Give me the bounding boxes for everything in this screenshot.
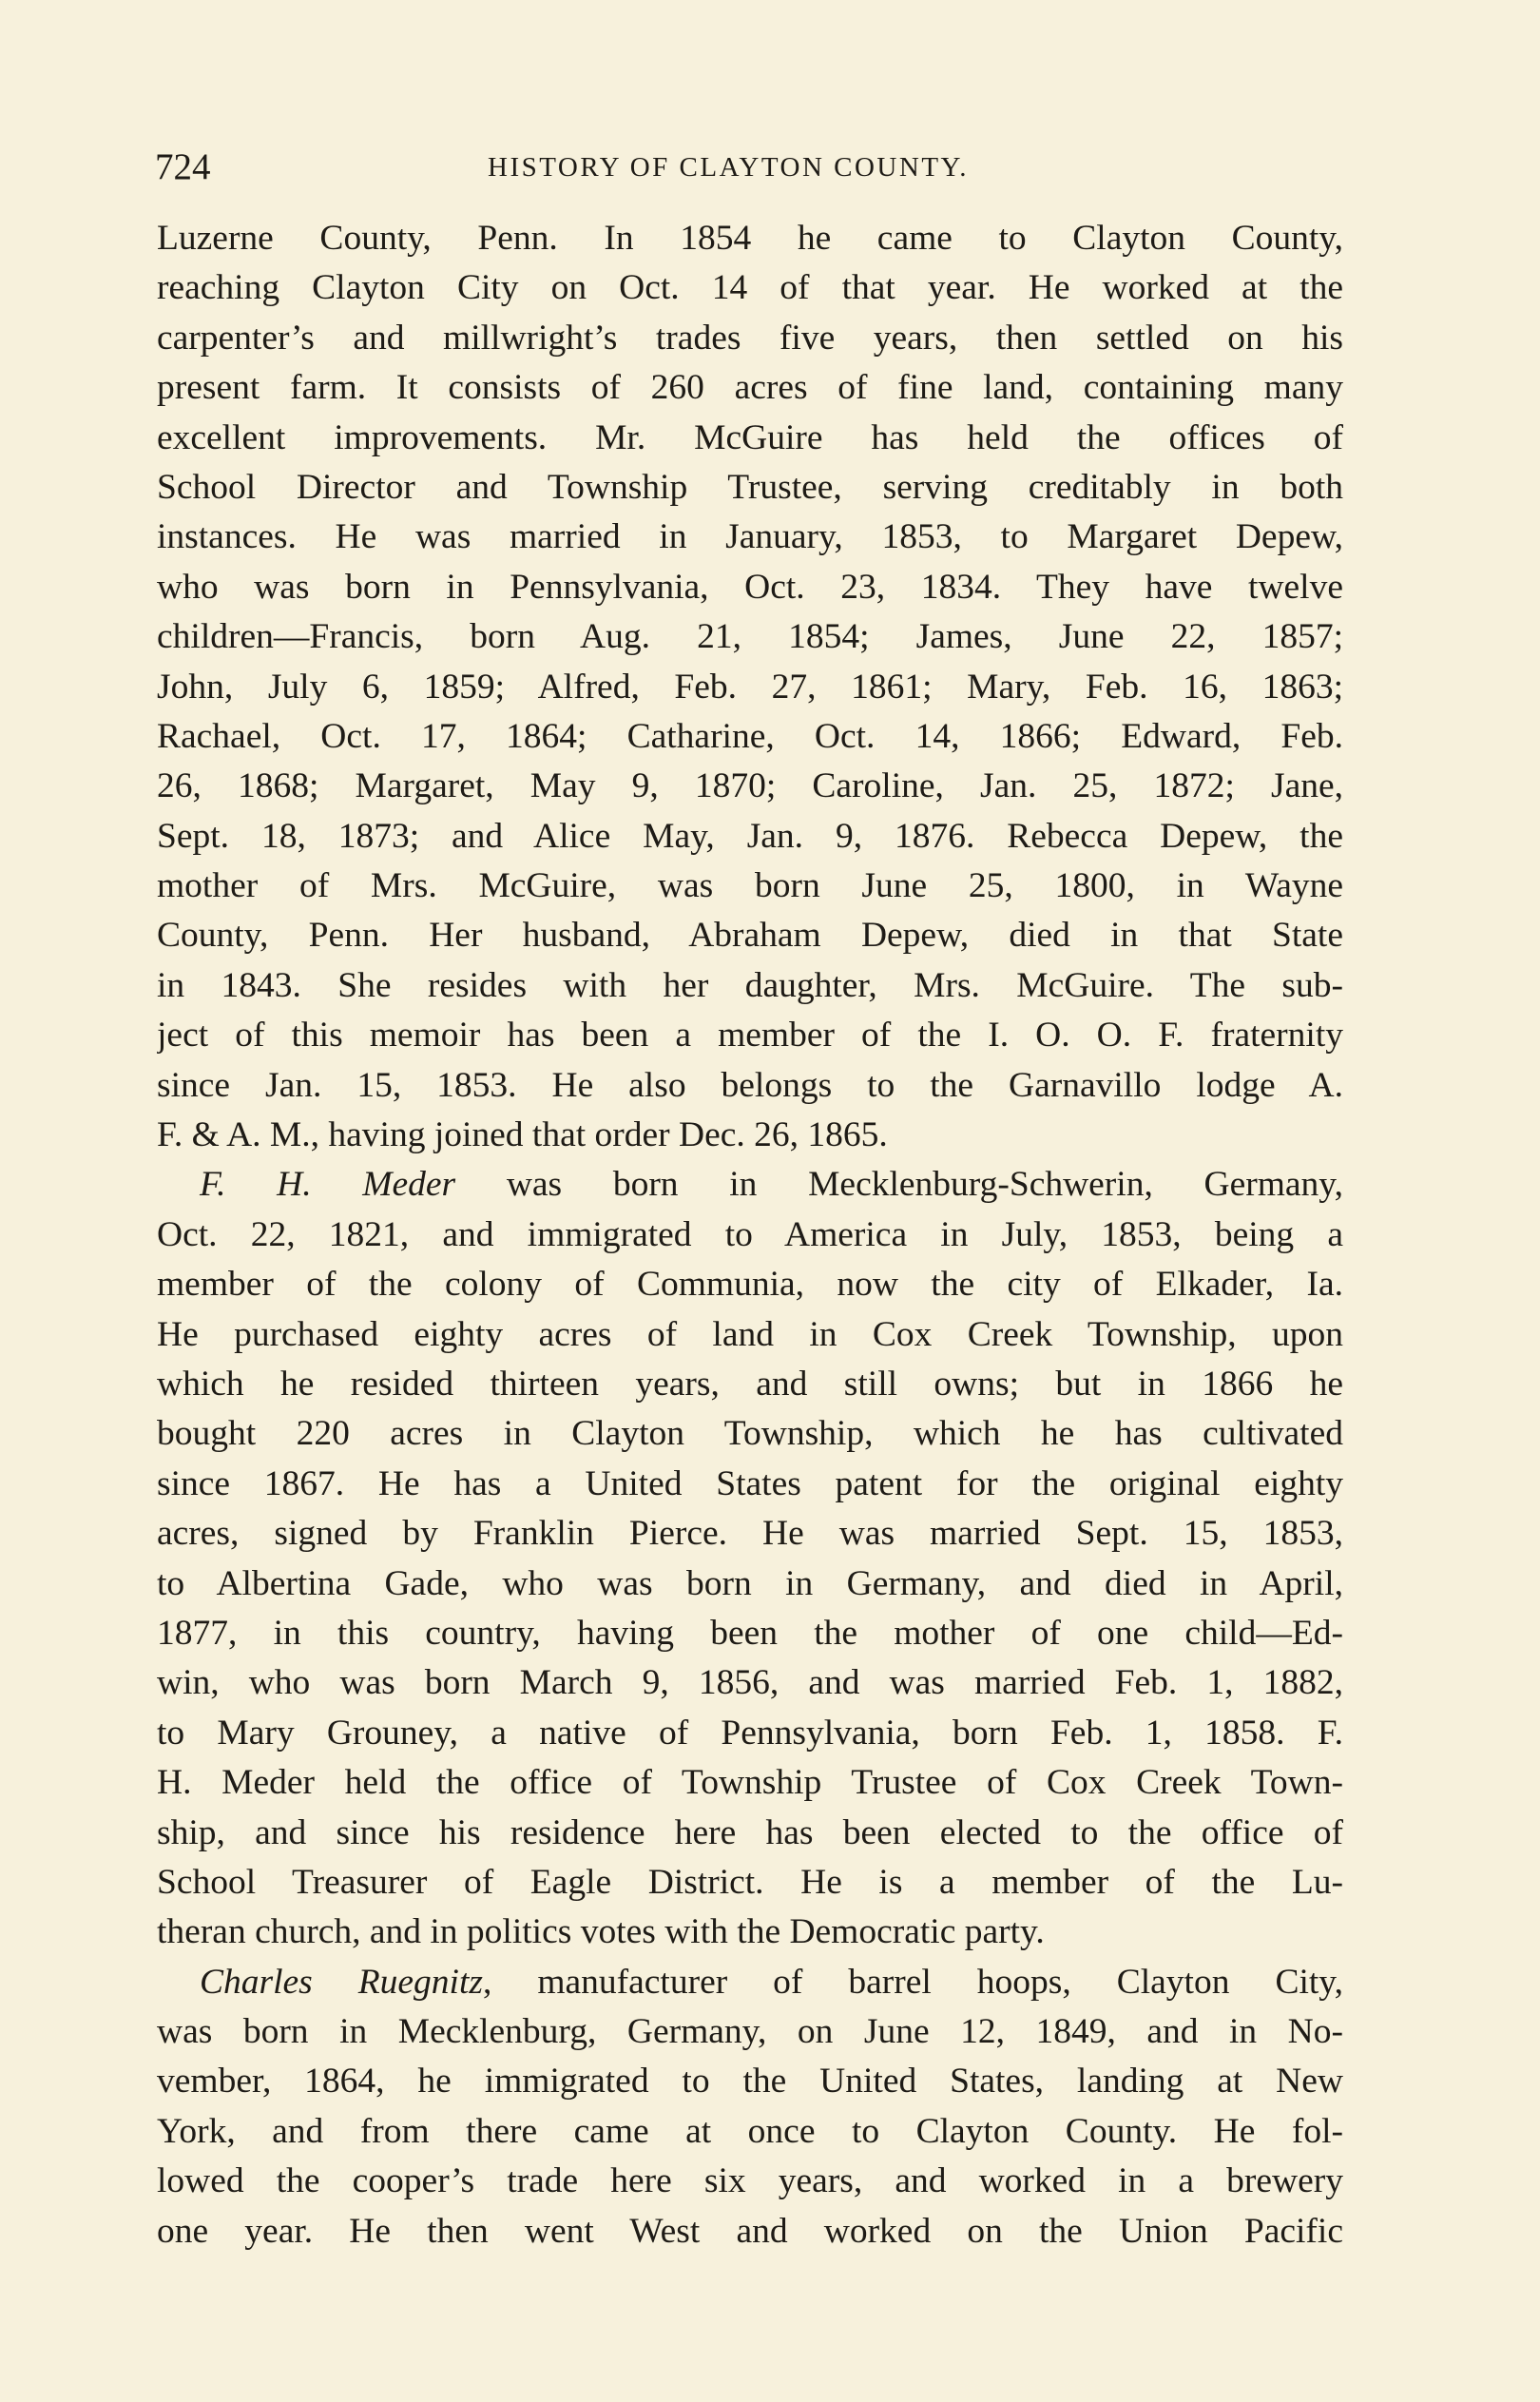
text-line: carpenter’s and millwright’s trades five years, then settled on his	[157, 318, 1343, 358]
text-line: Sept. 18, 1873; and Alice May, Jan. 9, 1876. Rebecca Depew, the	[157, 816, 1343, 856]
text-line: vember, 1864, he immigrated to the United States, landing at New	[157, 2062, 1343, 2102]
running-title: HISTORY OF CLAYTON COUNTY.	[488, 152, 969, 183]
text-line: was born in Mecklenburg, Germany, on June 12, 1849, and in No-	[157, 2012, 1343, 2052]
text-line: theran church, and in politics votes with the Democratic party.	[157, 1912, 1045, 1952]
text-line: children—Francis, born Aug. 21, 1854; James, June 22, 1857;	[157, 617, 1343, 657]
text-line: one year. He then went West and worked on the Union Pacific	[157, 2211, 1343, 2251]
text-line: John, July 6, 1859; Alfred, Feb. 27, 1861; Mary, Feb. 16, 1863;	[157, 667, 1343, 707]
text-line: since Jan. 15, 1853. He also belongs to the Garnavillo lodge A.	[157, 1065, 1343, 1105]
text-line: to Albertina Gade, who was born in Germany, and died in April,	[157, 1563, 1343, 1603]
biography-name: Charles Ruegnitz	[200, 1962, 483, 2002]
text-line-remainder: , manufacturer of barrel hoops, Clayton City,	[482, 1962, 1343, 2002]
text-line: Rachael, Oct. 17, 1864; Catharine, Oct. 14, 1866; Edward, Feb.	[157, 716, 1343, 756]
text-line: ship, and since his residence here has been elected to the office of	[157, 1812, 1343, 1852]
text-line: member of the colony of Communia, now the city of Elkader, Ia.	[157, 1265, 1343, 1305]
text-line: to Mary Grouney, a native of Pennsylvania, born Feb. 1, 1858. F.	[157, 1713, 1343, 1753]
text-line: present farm. It consists of 260 acres of fine land, containing many	[157, 368, 1343, 408]
text-line	[157, 1160, 1343, 1210]
text-line: who was born in Pennsylvania, Oct. 23, 1834. They have twelve	[157, 567, 1343, 607]
text-line: He purchased eighty acres of land in Cox Creek Township, upon	[157, 1314, 1343, 1354]
text-line: lowed the cooper’s trade here six years, and worked in a brewery	[157, 2161, 1343, 2201]
page-number: 724	[155, 146, 211, 187]
text-line: F. & A. M., having joined that order Dec. 26, 1865.	[157, 1115, 888, 1155]
text-line: since 1867. He has a United States patent for the original eighty	[157, 1463, 1343, 1503]
text-line	[157, 1958, 1343, 2007]
text-line: 26, 1868; Margaret, May 9, 1870; Caroline, Jan. 25, 1872; Jane,	[157, 766, 1343, 806]
text-line: excellent improvements. Mr. McGuire has held the offices of	[157, 417, 1343, 457]
text-line: Oct. 22, 1821, and immigrated to America in July, 1853, being a	[157, 1214, 1343, 1254]
text-line: bought 220 acres in Clayton Township, which he has cultivated	[157, 1414, 1343, 1454]
text-line: ject of this memoir has been a member of the I. O. O. F. fraternity	[157, 1016, 1343, 1056]
paragraph-meder	[157, 1160, 1343, 1957]
text-line: reaching Clayton City on Oct. 14 of that year. He worked at the	[157, 268, 1343, 308]
body-text	[157, 214, 1343, 2257]
text-line: which he resided thirteen years, and still owns; but in 1866 he	[157, 1364, 1343, 1404]
text-line: acres, signed by Franklin Pierce. He was married Sept. 15, 1853,	[157, 1514, 1343, 1554]
text-line: in 1843. She resides with her daughter, Mrs. McGuire. The sub-	[157, 965, 1343, 1005]
text-line: mother of Mrs. McGuire, was born June 25, 1800, in Wayne	[157, 866, 1343, 906]
paragraph-ruegnitz	[157, 1958, 1343, 2257]
text-line-remainder: was born in Mecklenburg-Schwerin, Germany,	[455, 1165, 1343, 1205]
text-line: County, Penn. Her husband, Abraham Depew, died in that State	[157, 916, 1343, 956]
page-header	[155, 141, 1343, 194]
paragraph-mcguire	[157, 214, 1343, 1160]
text-line: H. Meder held the office of Township Trustee of Cox Creek Town-	[157, 1763, 1343, 1803]
biography-name: F. H. Meder	[200, 1165, 456, 1205]
text-line: instances. He was married in January, 1853, to Margaret Depew,	[157, 517, 1343, 557]
text-line: win, who was born March 9, 1856, and was married Feb. 1, 1882,	[157, 1663, 1343, 1703]
text-line: 1877, in this country, having been the mother of one child—Ed-	[157, 1613, 1343, 1653]
text-line: York, and from there came at once to Clayton County. He fol-	[157, 2111, 1343, 2151]
text-line: School Treasurer of Eagle District. He is a member of the Lu-	[157, 1862, 1343, 1902]
text-line: Luzerne County, Penn. In 1854 he came to Clayton County,	[157, 219, 1343, 258]
text-line: School Director and Township Trustee, serving creditably in both	[157, 467, 1343, 507]
